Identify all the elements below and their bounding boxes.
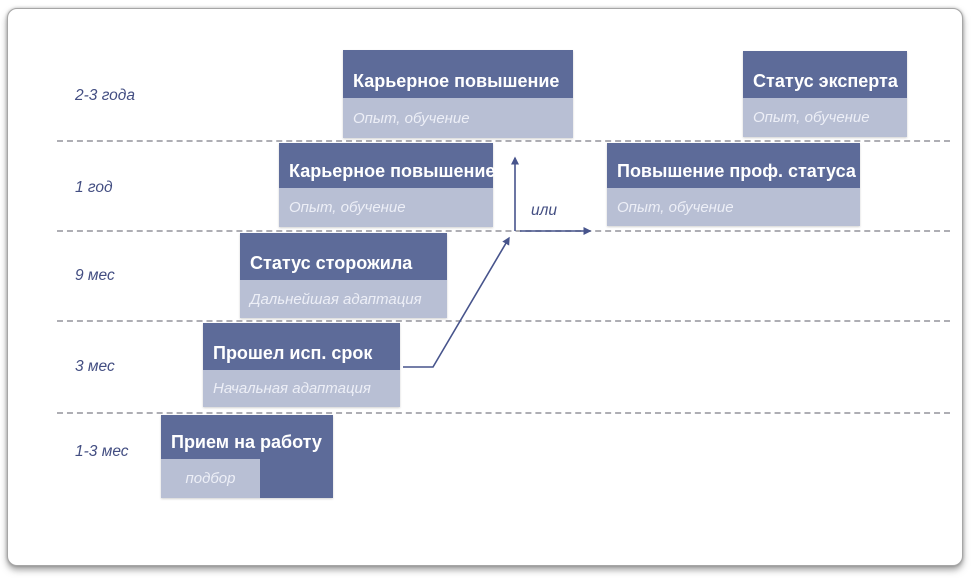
stage-subtitle: Опыт, обучение [343, 98, 573, 138]
stage-title: Повышение проф. статуса [607, 143, 860, 188]
stage-box-probation-passed [203, 323, 400, 407]
row-separator [57, 320, 950, 322]
stage-box-expert-status [743, 51, 907, 137]
timeline-label-2-3-years: 2-3 года [75, 87, 135, 104]
timeline-label-3-months: 3 мес [75, 358, 115, 375]
stage-subtitle: Опыт, обучение [279, 188, 493, 227]
row-separator [57, 140, 950, 142]
or-connector-label: или [531, 202, 557, 219]
stage-subtitle: подбор [161, 459, 260, 498]
stage-title: Карьерное повышение [343, 50, 573, 98]
timeline-label-1-3-months: 1-3 мес [75, 443, 129, 460]
stage-box-hiring [161, 415, 333, 498]
stage-subtitle: Дальнейшая адаптация [240, 280, 447, 318]
stage-subtitle: Опыт, обучение [607, 188, 860, 226]
timeline-label-1-year: 1 год [75, 179, 113, 196]
stage-title: Статус сторожила [240, 233, 447, 280]
stage-title: Прием на работу [171, 432, 322, 452]
stage-box-oldtimer-status [240, 233, 447, 318]
stage-title: Статус эксперта [743, 51, 907, 98]
stage-title: Прошел исп. срок [203, 323, 400, 370]
stage-box-career-promotion-2 [343, 50, 573, 138]
stage-subtitle: Начальная адаптация [203, 370, 400, 407]
timeline-label-9-months: 9 мес [75, 267, 115, 284]
stage-box-prof-status-upgrade [607, 143, 860, 226]
row-separator [57, 230, 950, 232]
stage-box-career-promotion-1 [279, 143, 496, 227]
stage-title: Карьерное повышение [279, 143, 493, 188]
stage-subtitle: Опыт, обучение [743, 98, 907, 137]
row-separator [57, 412, 950, 414]
